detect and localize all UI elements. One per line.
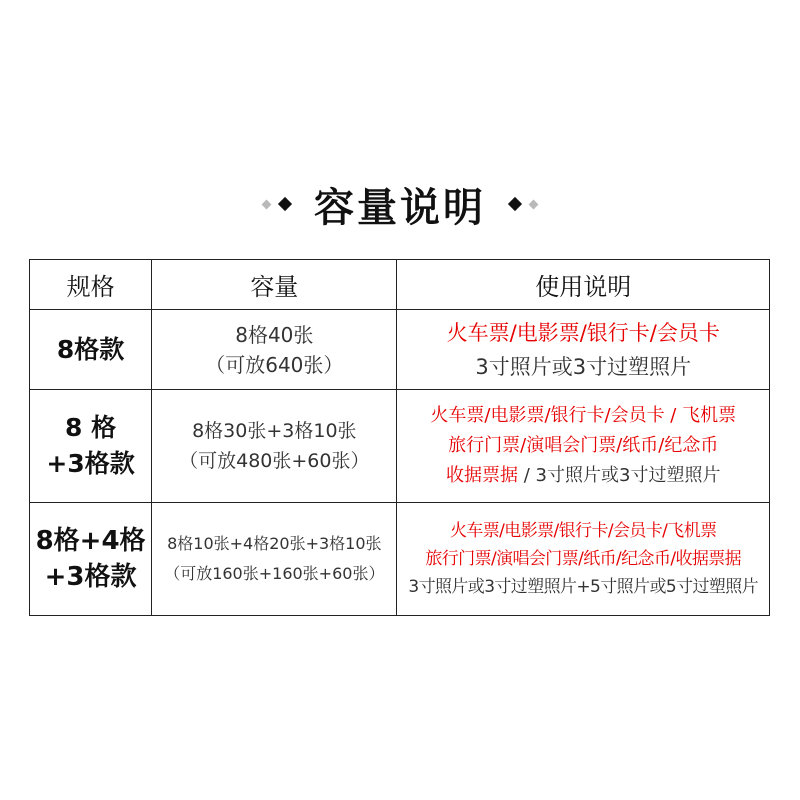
capacity-note: （可放160张+160张+60张） [164,564,385,583]
capacity-line: 8格40张 [235,322,314,347]
capacity-line: 8格30张+3格10张 [192,420,357,442]
capacity-note: （可放640张） [205,352,344,377]
spec-cell [30,310,152,390]
capacity-cell [152,390,397,503]
capacity-table [29,259,770,616]
spec-name: 8 格 [65,413,117,442]
usage-line [397,350,769,384]
table-header-row [30,260,770,310]
spec-name: 8格款 [56,334,125,364]
usage-text: 火车票/电影票/银行卡/会员卡 / 飞机票 [430,405,737,426]
usage-line [397,517,769,545]
capacity-cell [152,503,397,616]
spec-cell [30,390,152,503]
header-capacity: 容量 [152,260,397,310]
usage-cell [397,310,770,390]
black-diamond-icon [508,197,522,211]
capacity-line: 8格10张+4格20张+3格10张 [167,534,382,553]
gray-diamond-icon [529,199,539,209]
spec-name: +3格款 [46,449,135,478]
usage-line [397,316,769,350]
usage-text: 旅行门票/演唱会门票/纸币/纪念币/收据票据 [425,549,742,569]
usage-text: 3寸照片或3寸过塑照片 [475,354,692,379]
usage-line [397,573,769,601]
title-row [0,176,800,232]
usage-text: / 3寸照片或3寸过塑照片 [518,465,721,486]
capacity-cell [152,310,397,390]
capacity-note: （可放480张+60张） [179,450,370,472]
spec-name: +3格款 [44,562,137,592]
usage-line [397,431,769,461]
right-diamond-ornament [510,199,537,209]
usage-text: 3寸照片或3寸过塑照片+5寸照片或5寸过塑照片 [408,577,759,597]
table-row [30,390,770,503]
usage-text: 火车票/电影票/银行卡/会员卡/飞机票 [449,521,717,541]
page-title: 容量说明 [314,184,486,231]
usage-text: 旅行门票/演唱会门票/纸币/纪念币 [448,435,719,456]
usage-cell [397,503,770,616]
table-row [30,310,770,390]
usage-cell [397,390,770,503]
usage-text: 收据票据 [446,465,519,486]
gray-diamond-icon [262,199,272,209]
header-spec: 规格 [30,260,152,310]
usage-line [397,461,769,491]
usage-text: 火车票/电影票/银行卡/会员卡 [446,320,720,345]
black-diamond-icon [278,197,292,211]
table-row [30,503,770,616]
left-diamond-ornament [263,199,290,209]
usage-line [397,401,769,431]
usage-line [397,545,769,573]
header-usage: 使用说明 [397,260,770,310]
spec-cell [30,503,152,616]
spec-name: 8格+4格 [35,526,146,556]
